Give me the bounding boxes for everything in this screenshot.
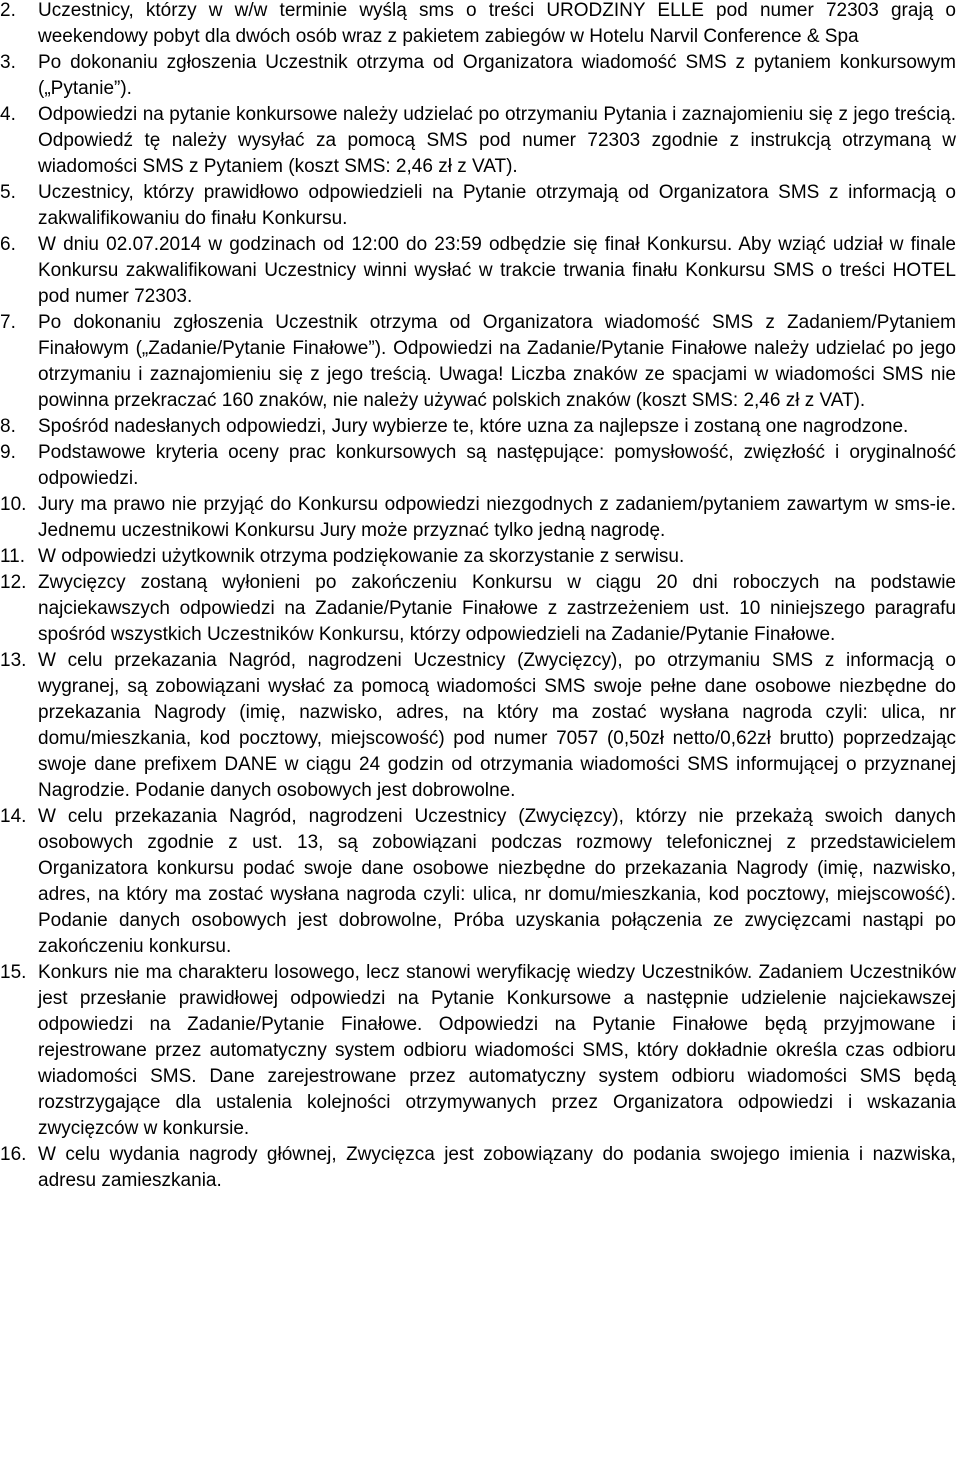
rule-text: Konkurs nie ma charakteru losowego, lecz stanowi weryfikację wiedzy Uczestników. Zadaniem Uczestników jest przesłanie prawidłowej odpowiedzi na Pytanie Konkursowe a następnie udzielenie najciekawszej odpowiedzi na Zadanie/Pytanie Finałowe. Odpowiedzi na Pytanie Finałowe będą przyjmowane i rejestrowane przez automatyczny system odbioru wiadomości SMS, który dokładnie określa czas odbioru wiadomości SMS. Dane zarejestrowane przez automatyczny system odbioru wiadomości SMS będą rozstrzygające dla ustalenia kolejności otrzymywanych przez Organizatora odpowiedzi i wskazania zwycięzców w konkursie. — [38, 962, 956, 1139]
rule-text: Jury ma prawo nie przyjąć do Konkursu odpowiedzi niezgodnych z zadaniem/pytaniem zawartym w sms-ie. Jednemu uczestnikowi Konkursu Jury może przyznać tylko jedną nagrodę. — [38, 494, 956, 541]
rule-number: 12. — [0, 572, 27, 593]
rule-number: 13. — [0, 650, 27, 671]
rule-item-8 — [0, 414, 960, 440]
rule-number: 2. — [0, 0, 16, 21]
rule-text: W dniu 02.07.2014 w godzinach od 12:00 do 23:59 odbędzie się finał Konkursu. Aby wziąć udział w finale Konkursu zakwalifikowani Uczestnicy winni wysłać w trakcie trwania finału Konkursu SMS o treści HOTEL pod numer 72303. — [38, 234, 956, 307]
rule-item-15 — [0, 960, 960, 1142]
rule-text: W odpowiedzi użytkownik otrzyma podziękowanie za skorzystanie z serwisu. — [38, 546, 685, 567]
rule-item-5 — [0, 180, 960, 232]
rule-text: Uczestnicy, którzy w w/w terminie wyślą sms o treści URODZINY ELLE pod numer 72303 grają o weekendowy pobyt dla dwóch osób wraz z pakietem zabiegów w Hotelu Narvil Conference & Spa — [38, 0, 956, 47]
rule-number: 16. — [0, 1144, 27, 1165]
rule-text: Uczestnicy, którzy prawidłowo odpowiedzieli na Pytanie otrzymają od Organizatora SMS z informacją o zakwalifikowaniu do finału Konkursu. — [38, 182, 956, 229]
rule-item-14 — [0, 804, 960, 960]
rule-number: 5. — [0, 182, 16, 203]
rule-item-9 — [0, 440, 960, 492]
rule-text: W celu przekazania Nagród, nagrodzeni Uczestnicy (Zwycięzcy), którzy nie przekażą swoich danych osobowych zgodnie z ust. 13, są zobowiązani podczas rozmowy telefonicznej z przedstawicielem Organizatora konkursu podać swoje dane osobowe niezbędne do przekazania Nagrody (imię, nazwisko, adres, na który ma zostać wysłana nagroda czyli: ulica, nr domu/mieszkania, kod pocztowy, miejscowość). Podanie danych osobowych jest dobrowolne, Próba uzyskania połączenia ze zwycięzcami nastąpi po zakończeniu konkursu. — [38, 806, 956, 957]
rule-text: Zwycięzcy zostaną wyłonieni po zakończeniu Konkursu w ciągu 20 dni roboczych na podstawie najciekawszych odpowiedzi na Zadanie/Pytanie Finałowe z zastrzeżeniem ust. 10 niniejszego paragrafu spośród wszystkich Uczestników Konkursu, którzy odpowiedzieli na Zadanie/Pytanie Finałowe. — [38, 572, 956, 645]
rule-item-10 — [0, 492, 960, 544]
rule-number: 4. — [0, 104, 16, 125]
rule-text: Odpowiedzi na pytanie konkursowe należy udzielać po otrzymaniu Pytania i zaznajomieniu się z jego treścią. Odpowiedź tę należy wysyłać za pomocą SMS pod numer 72303 zgodnie z instrukcją otrzymaną w wiadomości SMS z Pytaniem (koszt SMS: 2,46 zł z VAT). — [38, 104, 956, 177]
rule-text: Po dokonaniu zgłoszenia Uczestnik otrzyma od Organizatora wiadomość SMS z Zadaniem/Pytaniem Finałowym („Zadanie/Pytanie Finałowe”). Odpowiedzi na Zadanie/Pytanie Finałowe należy udzielać po jego otrzymaniu i zaznajomieniu się z jego treścią. Uwaga! Liczba znaków ze spacjami w wiadomości SMS nie powinna przekraczać 160 znaków, nie należy używać polskich znaków (koszt SMS: 2,46 zł z VAT). — [38, 312, 956, 411]
rule-item-4 — [0, 102, 960, 180]
rule-item-7 — [0, 310, 960, 414]
rule-item-6 — [0, 232, 960, 310]
rule-item-3 — [0, 50, 960, 102]
rule-item-12 — [0, 570, 960, 648]
rule-number: 6. — [0, 234, 16, 255]
rule-number: 11. — [0, 546, 26, 567]
rule-number: 7. — [0, 312, 16, 333]
rule-item-2 — [0, 0, 960, 50]
rule-item-13 — [0, 648, 960, 804]
rule-text: Podstawowe kryteria oceny prac konkursowych są następujące: pomysłowość, zwięzłość i oryginalność odpowiedzi. — [38, 442, 956, 489]
rule-number: 10. — [0, 494, 27, 515]
rule-number: 9. — [0, 442, 16, 463]
rule-item-11 — [0, 544, 960, 570]
rule-item-16 — [0, 1142, 960, 1194]
rule-number: 15. — [0, 962, 27, 983]
rule-text: Po dokonaniu zgłoszenia Uczestnik otrzyma od Organizatora wiadomość SMS z pytaniem konkursowym („Pytanie”). — [38, 52, 956, 99]
rule-text: Spośród nadesłanych odpowiedzi, Jury wybierze te, które uzna za najlepsze i zostaną one nagrodzone. — [38, 416, 909, 437]
rule-text: W celu przekazania Nagród, nagrodzeni Uczestnicy (Zwycięzcy), po otrzymaniu SMS z informacją o wygranej, są zobowiązani wysłać za pomocą wiadomości SMS swoje pełne dane osobowe niezbędne do przekazania Nagrody (imię, nazwisko, adres, na który ma zostać wysłana nagroda czyli: ulica, nr domu/mieszkania, kod pocztowy, miejscowość) pod numer 7057 (0,50zł netto/0,62zł brutto) poprzedzając swoje dane prefixem DANE w ciągu 24 godzin od otrzymania wiadomości SMS informującej o przyznanej Nagrodzie. Podanie danych osobowych jest dobrowolne. — [38, 650, 956, 801]
rule-text: W celu wydania nagrody głównej, Zwycięzca jest zobowiązany do podania swojego imienia i nazwiska, adresu zamieszkania. — [38, 1144, 956, 1191]
rule-number: 8. — [0, 416, 16, 437]
rule-number: 14. — [0, 806, 27, 827]
rule-number: 3. — [0, 52, 16, 73]
